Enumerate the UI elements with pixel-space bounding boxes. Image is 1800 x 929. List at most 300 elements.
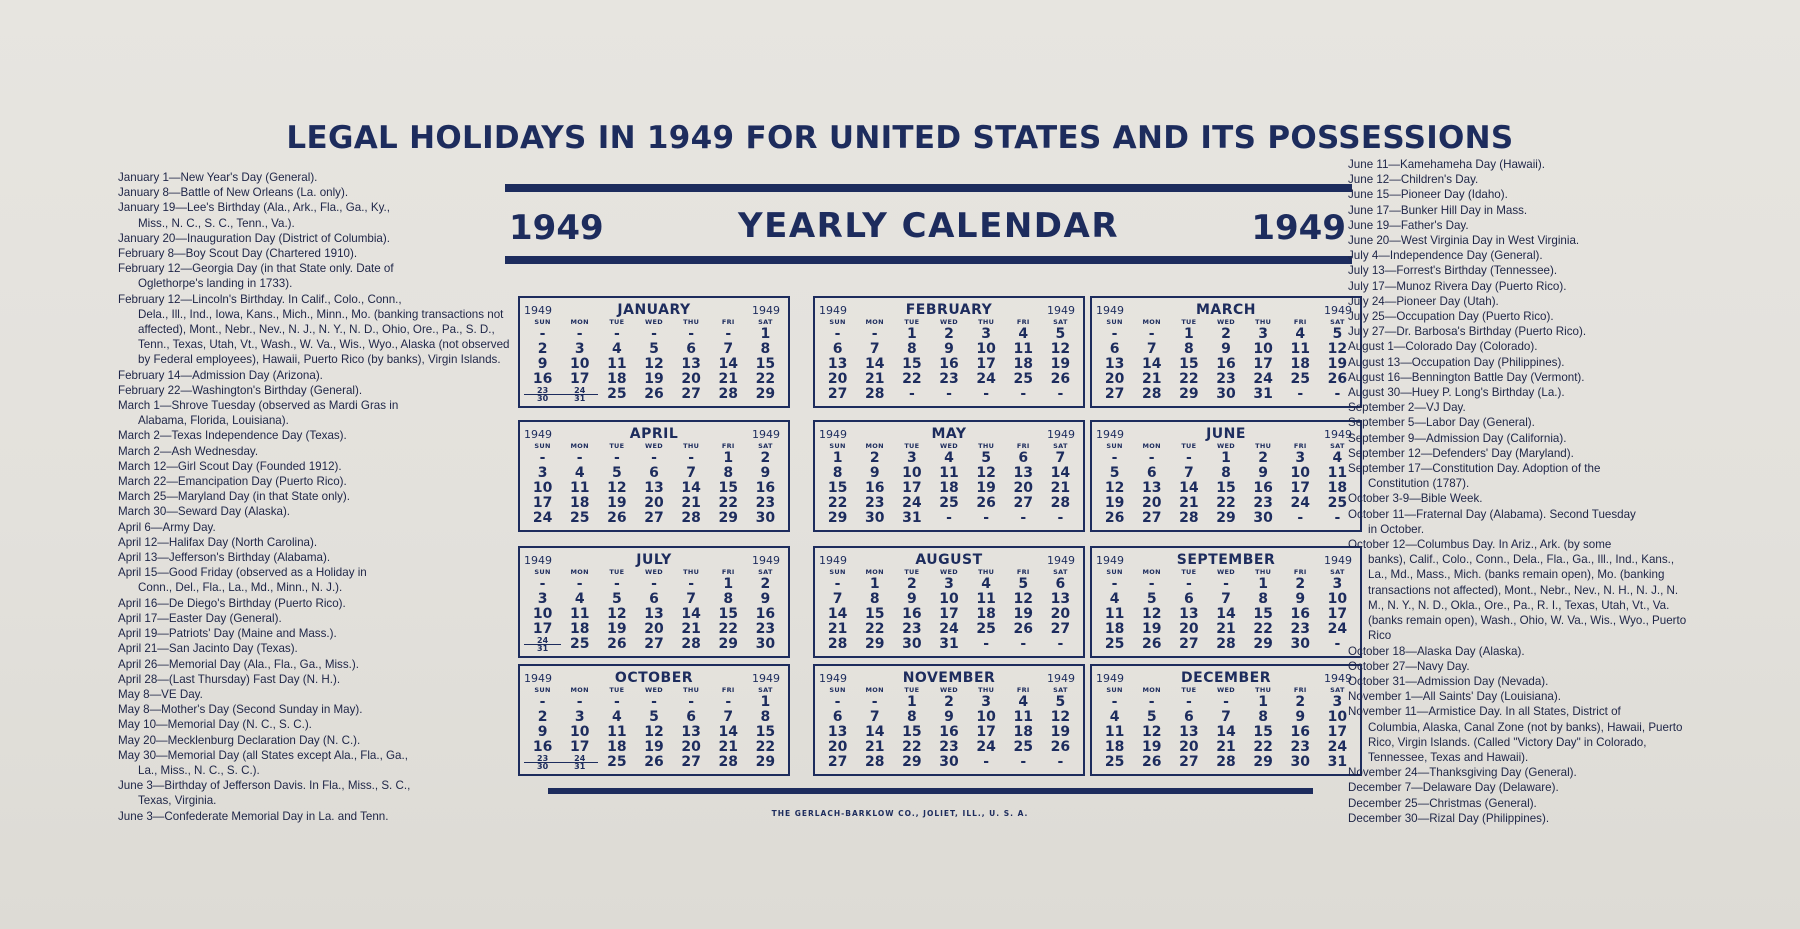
day-cell: 14: [864, 356, 885, 372]
day-cell: 16: [939, 356, 959, 372]
day-cell: 11: [1104, 724, 1125, 740]
day-cell: 9: [1221, 341, 1231, 357]
holiday-text: July 13—Forrest's Birthday (Tennessee).: [1348, 264, 1558, 278]
day-cell: 12: [1327, 341, 1348, 357]
day-cell: 15: [827, 480, 848, 496]
day-cell: -: [1223, 694, 1229, 710]
holiday-text: January 1—New Year's Day (General).: [118, 171, 318, 184]
day-cell: 22: [827, 495, 848, 511]
month-name: JANUARY: [617, 302, 691, 318]
day-cell: 20: [644, 495, 664, 511]
day-cell: 17: [569, 739, 590, 755]
day-cell: 21: [1050, 480, 1071, 496]
right-holiday-entry: [1348, 385, 1690, 400]
day-cell: 4: [574, 591, 585, 607]
day-cell: 5: [1146, 709, 1157, 725]
day-cell: -: [539, 694, 546, 710]
day-cell: -: [651, 326, 657, 342]
day-cell: -: [946, 510, 952, 526]
right-holiday-entry: [1348, 644, 1690, 659]
day-cell: 29: [1253, 636, 1273, 652]
printer-imprint: THE GERLACH-BARKLOW CO., JOLIET, ILL., U. S. A.: [771, 809, 1029, 818]
month-year-right: 1949: [1324, 304, 1352, 317]
month-year-right: 1949: [752, 554, 780, 567]
holiday-text: September 5—Labor Day (General).: [1348, 416, 1535, 430]
day-cell: 28: [718, 386, 739, 402]
day-cell: 5: [611, 465, 622, 481]
day-cell: 13: [1050, 591, 1071, 607]
day-cell: 25: [607, 754, 627, 770]
day-cell: -: [1185, 576, 1192, 592]
weekday-label: SAT: [1053, 442, 1068, 450]
weekday-label: MON: [1142, 442, 1161, 450]
right-holiday-entry: [1348, 187, 1690, 202]
day-cell: -: [1057, 754, 1064, 770]
day-cell: 4: [1295, 326, 1306, 342]
right-holiday-entry: [1348, 415, 1690, 430]
weekday-label: MON: [865, 442, 884, 450]
day-cell: 29: [1216, 510, 1236, 526]
weekday-label: FRI: [1293, 686, 1307, 694]
day-cell: 12: [644, 356, 664, 372]
month-year-right: 1949: [1324, 672, 1352, 685]
day-cell: 18: [1290, 356, 1311, 372]
day-cell: 25: [569, 636, 590, 652]
day-cell: 20: [1179, 621, 1199, 637]
day-grid: [819, 686, 1079, 770]
day-cell: 15: [864, 606, 885, 622]
holiday-text: March 2—Ash Wednesday.: [118, 444, 259, 458]
weekday-label: SUN: [829, 442, 846, 450]
weekday-label: WED: [940, 568, 958, 576]
day-cell: -: [651, 694, 657, 710]
month-year-left: 1949: [1096, 554, 1124, 567]
right-holiday-entry: [1348, 339, 1690, 354]
day-cell: 11: [607, 724, 627, 740]
day-cell: 7: [1221, 591, 1231, 607]
day-cell: 28: [1216, 754, 1236, 770]
holiday-text-continued: Alabama, Florida, Louisiana).: [138, 414, 289, 428]
holiday-text: January 20—Inauguration Day (District of Columbia).: [118, 231, 390, 245]
holiday-text: June 3—Birthday of Jefferson Davis. In Fla., Miss., S. C.,: [118, 779, 411, 793]
day-cell: 1: [869, 576, 880, 592]
holiday-text: December 7—Delaware Day (Delaware).: [1348, 781, 1559, 795]
day-cell: 21: [681, 495, 701, 511]
day-cell: 7: [832, 591, 843, 607]
day-cell: 22: [755, 371, 776, 387]
day-cell: 7: [686, 591, 696, 607]
left-holiday-entry: [118, 641, 514, 656]
day-grid: [1096, 442, 1356, 526]
month-year-left: 1949: [524, 428, 552, 441]
day-cell: 18: [607, 739, 627, 755]
day-cell: 18: [569, 621, 590, 637]
month-year-right: 1949: [752, 672, 780, 685]
day-cell: 6: [1183, 709, 1194, 725]
day-cell: 5: [1146, 591, 1157, 607]
weekday-label: MON: [1142, 686, 1161, 694]
day-cell: 4: [611, 341, 622, 357]
day-grid: [1096, 686, 1356, 770]
day-cell: 12: [644, 724, 664, 740]
day-cell: 29: [755, 386, 776, 402]
day-cell: -: [1334, 510, 1341, 526]
day-cell: 14: [1050, 465, 1071, 481]
day-cell: 28: [1179, 510, 1199, 526]
page-title: LEGAL HOLIDAYS IN 1949 FOR UNITED STATES AND ITS POSSESSIONS: [286, 120, 1514, 156]
day-cell: 1: [1258, 694, 1268, 710]
day-cell: 8: [1221, 465, 1231, 481]
day-cell: -: [983, 510, 990, 526]
day-cell: 28: [864, 386, 885, 402]
day-cell: 4: [944, 450, 954, 466]
day-cell: 21: [718, 371, 739, 387]
weekday-label: WED: [645, 442, 663, 450]
day-cell: 26: [1050, 371, 1071, 387]
weekday-label: TUE: [609, 686, 625, 694]
right-holiday-entry: [1348, 233, 1690, 248]
month-year-right: 1949: [1047, 304, 1075, 317]
day-grid: [1096, 318, 1356, 402]
day-cell: 24: [1290, 495, 1311, 511]
weekday-label: THU: [978, 318, 995, 326]
day-cell: 7: [1183, 465, 1194, 481]
month-year-left: 1949: [524, 304, 552, 317]
day-cell: 24: [976, 739, 996, 755]
weekday-label: MON: [570, 318, 589, 326]
day-cell: 3: [537, 465, 548, 481]
right-holiday-entry: [1348, 248, 1690, 263]
day-cell: 8: [832, 465, 843, 481]
day-cell: 18: [569, 495, 590, 511]
day-cell: 23: [1290, 621, 1311, 637]
month-name: APRIL: [629, 426, 679, 442]
day-cell: 18: [1104, 621, 1125, 637]
day-cell: 2: [760, 576, 771, 592]
weekday-label: SUN: [534, 686, 551, 694]
day-cell: 9: [906, 591, 917, 607]
day-cell: 14: [681, 480, 701, 496]
day-cell: 19: [1104, 495, 1125, 511]
day-grid: [524, 442, 784, 526]
day-cell: 22: [718, 621, 739, 637]
right-holiday-entry: [1348, 537, 1690, 643]
weekday-label: FRI: [1016, 568, 1030, 576]
day-cell: -: [1148, 450, 1155, 466]
day-cell: 11: [1290, 341, 1311, 357]
weekday-label: SAT: [758, 568, 773, 576]
day-grid: [524, 568, 784, 652]
day-cell: 1: [1258, 576, 1268, 592]
day-cell: 9: [944, 709, 954, 725]
month-year-left: 1949: [1096, 672, 1124, 685]
day-cell: -: [651, 576, 657, 592]
day-cell: 30: [864, 510, 885, 526]
right-holiday-entry: [1348, 263, 1690, 278]
day-cell: 26: [1141, 754, 1162, 770]
weekday-label: FRI: [721, 568, 735, 576]
right-holiday-entry: [1348, 491, 1690, 506]
day-cell: -: [834, 694, 841, 710]
day-cell: 10: [1327, 709, 1348, 725]
day-cell: 16: [1290, 606, 1311, 622]
weekday-label: WED: [1217, 442, 1235, 450]
left-holiday-entry: [118, 246, 514, 261]
day-cell: 30: [1290, 636, 1311, 652]
day-cell: 27: [827, 754, 848, 770]
header-year-right: 1949: [1251, 208, 1346, 248]
day-cell: 6: [1055, 576, 1066, 592]
day-cell: 16: [939, 724, 959, 740]
left-holiday-entry: [118, 185, 514, 200]
weekday-label: THU: [1255, 318, 1272, 326]
month-year-right: 1949: [1047, 672, 1075, 685]
weekday-label: SAT: [1330, 442, 1345, 450]
holiday-text: September 17—Constitution Day. Adoption of the: [1348, 462, 1601, 476]
weekday-label: WED: [1217, 318, 1235, 326]
weekday-label: SAT: [758, 318, 773, 326]
month-name: OCTOBER: [614, 670, 694, 686]
day-cell: -: [651, 450, 657, 466]
day-cell: 21: [1216, 739, 1236, 755]
day-cell: 30: [755, 510, 776, 526]
day-cell: 13: [1104, 356, 1125, 372]
month-name: JUNE: [1206, 426, 1246, 442]
day-cell: 20: [1013, 480, 1034, 496]
holiday-text-continued: Miss., N. C., S. C., Tenn., Va.).: [138, 216, 295, 230]
holiday-text: July 17—Munoz Rivera Day (Puerto Rico).: [1348, 279, 1567, 293]
month-april: [518, 420, 790, 532]
holiday-text: June 12—Children's Day.: [1348, 173, 1479, 187]
day-cell: 5: [611, 591, 622, 607]
day-cell: -: [1297, 510, 1304, 526]
day-cell: 24: [532, 510, 553, 526]
weekday-label: WED: [940, 318, 958, 326]
day-cell: 8: [723, 465, 734, 481]
holiday-text-continued: Dela., Ill., Ind., Iowa, Kans., Mich., Minn., Mo. (banking transactions not affected), Mont., Nebr., Nev., N. J., N. Y., N. D., Ohio, Ore., Pa., S. D., Tenn., Texas, Utah, Vt., Wash., W. Va., Wis., Wyo., Alaska (not observed by Federal employees), Hawaii, Puerto Rico (by banks), Virgin Islands.: [138, 307, 510, 367]
holiday-text-continued: Conn., Del., Fla., La., Md., Minn., N. J.).: [138, 581, 343, 595]
month-name: FEBRUARY: [905, 302, 993, 318]
holiday-text: March 22—Emancipation Day (Puerto Rico).: [118, 475, 347, 489]
holiday-text: February 12—Georgia Day (in that State only. Date of: [118, 262, 394, 276]
weekday-label: THU: [978, 442, 995, 450]
day-cell: 27: [681, 386, 701, 402]
holiday-text: February 8—Boy Scout Day (Chartered 1910).: [118, 247, 358, 261]
left-holiday-entry: [118, 687, 514, 702]
day-cell: 7: [1055, 450, 1066, 466]
day-cell: 26: [1141, 636, 1162, 652]
day-cell: 7: [869, 341, 880, 357]
day-cell: 6: [1109, 341, 1120, 357]
day-cell: 30: [1216, 386, 1236, 402]
left-holiday-entry: [118, 200, 514, 230]
day-cell: 28: [827, 636, 848, 652]
day-cell: 11: [607, 356, 627, 372]
day-cell: 27: [644, 510, 664, 526]
day-cell: 22: [1253, 739, 1273, 755]
weekday-label: TUE: [904, 568, 920, 576]
day-cell: 20: [827, 739, 848, 755]
day-cell: 21: [718, 739, 739, 755]
day-cell: 16: [1216, 356, 1236, 372]
day-grid: [819, 442, 1079, 526]
left-holiday-entry: [118, 459, 514, 474]
day-cell: 1: [832, 450, 843, 466]
holiday-text: July 24—Pioneer Day (Utah).: [1348, 294, 1499, 308]
day-cell: 15: [718, 480, 739, 496]
left-holiday-entry: [118, 657, 514, 672]
holiday-text: April 16—De Diego's Birthday (Puerto Rico).: [118, 596, 346, 610]
day-cell: 12: [1104, 480, 1125, 496]
day-cell: 8: [760, 341, 771, 357]
day-cell: -: [688, 576, 695, 592]
holiday-text: April 19—Patriots' Day (Maine and Mass.).: [118, 627, 337, 641]
day-cell: 16: [755, 480, 776, 496]
day-cell: 12: [1141, 724, 1162, 740]
day-cell: -: [1020, 636, 1027, 652]
day-cell: -: [871, 326, 878, 342]
day-cell: 10: [1290, 465, 1311, 481]
weekday-label: TUE: [1181, 686, 1197, 694]
day-cell: 18: [1327, 480, 1348, 496]
day-cell: 31: [939, 636, 959, 652]
right-holiday-entry: [1348, 172, 1690, 187]
holiday-text: October 11—Fraternal Day (Alabama). Second Tuesday: [1348, 507, 1636, 521]
right-holiday-entry: [1348, 324, 1690, 339]
left-holiday-entry: [118, 596, 514, 611]
day-cell: -: [1057, 510, 1064, 526]
day-cell: 13: [1141, 480, 1162, 496]
weekday-label: SUN: [829, 318, 846, 326]
day-cell: -: [725, 694, 732, 710]
weekday-label: TUE: [1181, 318, 1197, 326]
month-july: [518, 546, 790, 658]
day-cell: 9: [537, 724, 548, 740]
holiday-text-continued: Oglethorpe's landing in 1733).: [138, 277, 293, 291]
day-cell: 16: [755, 606, 776, 622]
day-cell: -: [613, 326, 620, 342]
day-cell: 3: [1332, 694, 1343, 710]
day-cell: 29: [827, 510, 848, 526]
day-cell: 15: [902, 724, 922, 740]
day-cell: 17: [569, 371, 590, 387]
day-cell: 19: [1013, 606, 1034, 622]
day-cell: 22: [1216, 495, 1236, 511]
day-cell: 2: [906, 576, 917, 592]
day-cell: 12: [1141, 606, 1162, 622]
day-cell: 26: [976, 495, 996, 511]
day-cell: 1: [1221, 450, 1231, 466]
left-holiday-entry: [118, 428, 514, 443]
day-cell: 2: [1221, 326, 1231, 342]
left-holiday-entry: [118, 398, 514, 428]
right-holiday-entry: [1348, 218, 1690, 233]
day-cell: 28: [681, 636, 701, 652]
right-holiday-entry: [1348, 157, 1690, 172]
day-cell: -: [983, 386, 990, 402]
weekday-label: SUN: [1106, 568, 1123, 576]
month-february: [813, 296, 1085, 408]
day-cell: 23: [755, 621, 776, 637]
weekday-label: WED: [1217, 568, 1235, 576]
day-cell: 7: [869, 709, 880, 725]
month-year-left: 1949: [524, 672, 552, 685]
left-holiday-entry: [118, 444, 514, 459]
left-holiday-entry: [118, 261, 514, 291]
right-holiday-entry: [1348, 309, 1690, 324]
holiday-text: April 6—Army Day.: [118, 520, 216, 534]
day-grid: [819, 568, 1079, 652]
day-cell: 3: [906, 450, 917, 466]
month-december: [1090, 664, 1362, 776]
left-holiday-entry: [118, 626, 514, 641]
day-grid: [524, 686, 784, 770]
weekday-label: TUE: [609, 318, 625, 326]
day-cell: 23: [1290, 739, 1311, 755]
calendar-header: [505, 184, 1352, 266]
day-cell: 10: [532, 606, 553, 622]
weekday-label: WED: [1217, 686, 1235, 694]
day-cell: 6: [1146, 465, 1157, 481]
day-cell: 24: [902, 495, 922, 511]
weekday-label: FRI: [721, 318, 735, 326]
day-cell: 18: [976, 606, 996, 622]
weekday-label: FRI: [1293, 442, 1307, 450]
day-cell: 23: [1253, 495, 1273, 511]
left-holiday-entry: [118, 611, 514, 626]
weekday-label: SUN: [1106, 686, 1123, 694]
day-cell: 20: [1050, 606, 1071, 622]
holiday-text-continued: Columbia, Alaska, Canal Zone (not by banks), Hawaii, Puerto Rico, Virgin Islands. (Called "Victory Day" in Colorado, Tennessee, Texas and Hawaii).: [1368, 720, 1683, 764]
day-cell: 1: [723, 450, 734, 466]
day-cell: 6: [832, 341, 843, 357]
right-holiday-entry: [1348, 780, 1690, 795]
holiday-text: April 17—Easter Day (General).: [118, 611, 282, 625]
day-cell: 3: [944, 576, 954, 592]
left-holiday-entry: [118, 368, 514, 383]
left-holiday-entry: [118, 565, 514, 595]
day-cell: 12: [1013, 591, 1034, 607]
day-cell: 17: [976, 356, 996, 372]
day-cell: 22: [718, 495, 739, 511]
day-cell: 22: [1253, 621, 1273, 637]
holiday-text: May 8—VE Day.: [118, 687, 203, 701]
month-name: SEPTEMBER: [1176, 552, 1276, 568]
day-cell: -: [983, 754, 990, 770]
day-cell: 3: [981, 694, 991, 710]
day-cell: 23: [902, 621, 922, 637]
weekday-label: FRI: [721, 686, 735, 694]
day-cell: 15: [902, 356, 922, 372]
day-cell: 5: [1332, 326, 1343, 342]
day-cell: 19: [1141, 621, 1162, 637]
holiday-text: April 12—Halifax Day (North Carolina).: [118, 535, 318, 549]
left-holiday-entry: [118, 520, 514, 535]
holiday-text: February 14—Admission Day (Arizona).: [118, 368, 323, 382]
weekday-label: SAT: [1053, 318, 1068, 326]
weekday-label: WED: [940, 442, 958, 450]
day-cell: 3: [1332, 576, 1343, 592]
month-year-right: 1949: [1047, 554, 1075, 567]
day-cell: -: [908, 386, 915, 402]
day-cell: 21: [1141, 371, 1162, 387]
weekday-label: FRI: [721, 442, 735, 450]
day-cell: -: [576, 576, 583, 592]
holiday-text: September 2—VJ Day.: [1348, 401, 1466, 415]
day-cell: 12: [976, 465, 996, 481]
day-cell: 17: [1327, 724, 1348, 740]
left-holiday-entry: [118, 717, 514, 732]
